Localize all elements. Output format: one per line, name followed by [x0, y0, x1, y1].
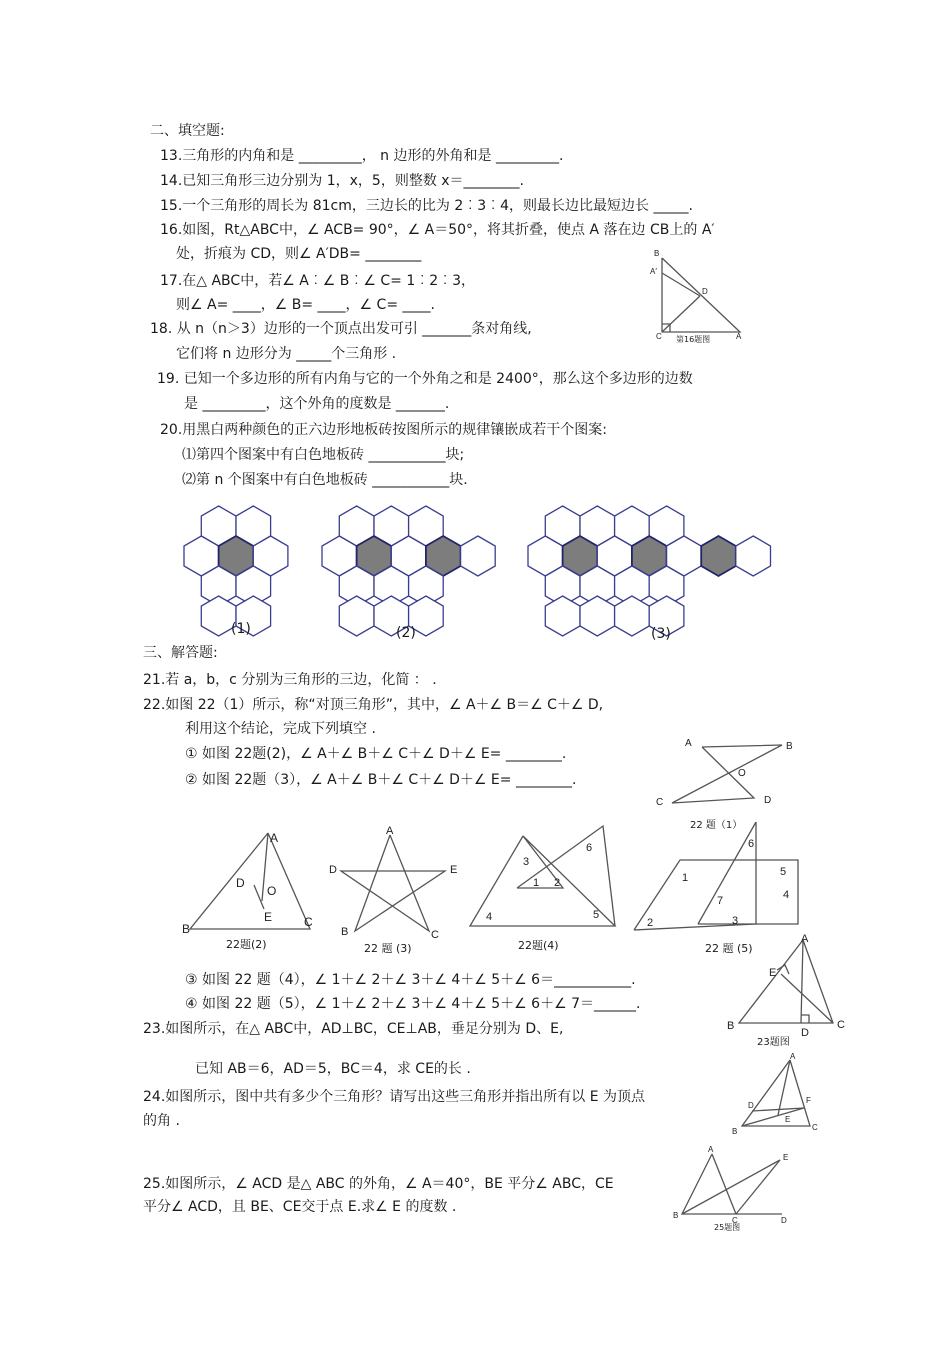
label-e: E — [769, 967, 777, 979]
question-22-part1: ① 如图 22题(2)，∠ A＋∠ B＋∠ C＋∠ D＋∠ E= ________. — [185, 746, 567, 762]
hexagon-pattern-1 — [180, 500, 300, 620]
hexagon-pattern-2 — [318, 500, 498, 620]
question-24-line2: 的角 . — [143, 1113, 180, 1129]
figure-25-caption: 25题图 — [714, 1223, 741, 1232]
label-b: B — [182, 922, 191, 936]
section2-title: 二、填空题: — [150, 123, 225, 139]
label-d: D — [236, 876, 245, 890]
question-23-line1: 23.如图所示，在△ ABC中，AD⊥BC，CE⊥AB，垂足分别为 D、E, — [143, 1021, 564, 1037]
figure-23-caption: 23题图 — [757, 1037, 790, 1048]
figure-22-4 — [465, 820, 620, 935]
label-c: C — [837, 1019, 845, 1031]
question-15: 15.一个三角形的周长为 81cm，三边长的比为 2︰3︰4，则最长边比最短边长 _____. — [160, 198, 693, 214]
label-c: C — [812, 1123, 818, 1132]
figure-23 — [725, 930, 850, 1039]
label-c: C — [304, 915, 313, 929]
label-4: 4 — [783, 889, 790, 901]
figure-16-caption: 第16题图 — [676, 335, 711, 344]
label-2: 2 — [647, 917, 654, 929]
label-c: C — [656, 332, 662, 341]
label-a: A — [801, 933, 809, 945]
white-hexagon-tile — [339, 596, 374, 636]
label-d: D — [329, 864, 337, 876]
dark-hexagon-tile — [701, 536, 736, 576]
label-4: 4 — [486, 911, 493, 923]
figure-16 — [640, 246, 755, 346]
question-25-line2: 平分∠ ACD，且 BE、CE交于点 E.求∠ E 的度数 . — [143, 1199, 457, 1215]
label-c: C — [656, 797, 664, 808]
question-18-line1: 18. 从 n（n＞3）边形的一个顶点出发可引 _______条对角线, — [150, 321, 532, 337]
label-a: A — [685, 738, 692, 749]
question-13: 13.三角形的内角和是 _________， n 边形的外角和是 _________. — [160, 148, 564, 164]
label-e: E — [264, 910, 273, 924]
question-17-line2: 则∠ A= ____，∠ B= ____，∠ C= ____. — [176, 297, 435, 313]
figure-22-2-caption: 22题(2) — [226, 938, 267, 951]
label-a: A — [790, 1052, 796, 1061]
question-19-line2: 是 _________，这个外角的度数是 _______. — [184, 396, 450, 412]
question-14: 14.已知三角形三边分别为 1，x，5，则整数 x＝________. — [160, 173, 524, 189]
label-d: D — [781, 1216, 787, 1225]
label-e: E — [450, 864, 458, 876]
label-7: 7 — [717, 895, 724, 907]
white-hexagon-tile — [461, 536, 496, 576]
label-a: A — [736, 332, 742, 341]
label-c: C — [732, 1216, 738, 1225]
label-d: D — [702, 287, 708, 296]
figure-22-5-caption: 22 题 (5) — [705, 942, 753, 955]
hexagon-caption-1: (1) — [231, 621, 251, 637]
label-3: 3 — [732, 915, 739, 927]
label-c: C — [431, 929, 439, 941]
label-1: 1 — [533, 877, 540, 889]
label-6: 6 — [748, 838, 755, 850]
figure-22-5 — [630, 820, 800, 940]
question-20: 20.用黑白两种颜色的正六边形地板砖按图所示的规律镶嵌成若干个图案: — [160, 422, 607, 438]
label-5: 5 — [780, 866, 787, 878]
white-hexagon-tile — [736, 536, 771, 576]
question-22-part4: ④ 如图 22 题（5），∠ 1＋∠ 2＋∠ 3＋∠ 4＋∠ 5＋∠ 6＋∠ 7＝______. — [185, 996, 641, 1012]
question-23-line2: 已知 AB＝6，AD＝5，BC＝4，求 CE的长 . — [195, 1061, 471, 1077]
label-e: E — [783, 1153, 789, 1162]
white-hexagon-tile — [615, 596, 650, 636]
question-19-line1: 19. 已知一个多边形的所有内角与它的一个外角之和是 2400°，那么这个多边形的边数 — [157, 371, 693, 387]
question-20-part2: ⑵第 n 个图案中有白色地板砖 ___________块. — [182, 472, 468, 488]
figure-22-4-caption: 22题(4) — [518, 939, 559, 952]
label-a: A — [270, 831, 279, 845]
label-b: B — [727, 1020, 735, 1032]
question-18-line2: 它们将 n 边形分为 _____个三角形 . — [176, 346, 397, 362]
figure-25 — [670, 1140, 795, 1232]
label-b: B — [732, 1127, 738, 1136]
figure-24 — [728, 1050, 828, 1135]
white-hexagon-tile — [545, 596, 580, 636]
label-a: A — [386, 825, 394, 837]
label-b: B — [786, 741, 793, 752]
label-b: B — [654, 249, 660, 258]
label-b: B — [673, 1211, 679, 1220]
label-a: A — [708, 1145, 714, 1154]
label-d: D — [764, 795, 772, 806]
label-3: 3 — [523, 856, 530, 868]
question-22-line1: 22.如图 22（1）所示，称“对顶三角形”，其中，∠ A＋∠ B＝∠ C＋∠ D, — [143, 697, 604, 713]
label-1: 1 — [682, 872, 689, 884]
question-24-line1: 24.如图所示，图中共有多少个三角形？请写出这些三角形并指出所有以 E 为顶点 — [143, 1089, 646, 1105]
question-21: 21.若 a，b，c 分别为三角形的三边，化简 ： . — [143, 672, 437, 688]
label-d: D — [748, 1101, 754, 1110]
white-hexagon-tile — [580, 596, 615, 636]
section3-title: 三、解答题: — [143, 645, 218, 661]
label-d: D — [801, 1027, 809, 1039]
figure-22-3 — [325, 823, 465, 943]
figure-22-1 — [650, 735, 800, 815]
question-17-line1: 17.在△ ABC中，若∠ A︰∠ B︰∠ C= 1︰2︰3， — [160, 273, 476, 289]
question-25-line1: 25.如图所示，∠ ACD 是△ ABC 的外角，∠ A＝40°，BE 平分∠ ABC，CE — [143, 1176, 614, 1192]
question-22-part2: ② 如图 22题（3），∠ A＋∠ B＋∠ C＋∠ D＋∠ E= ________. — [185, 772, 577, 788]
question-16-line2: 处，折痕为 CD，则∠ A′DB= ________ — [176, 246, 422, 262]
label-e: E — [785, 1115, 791, 1124]
label-o: O — [738, 768, 746, 779]
label-a-prime: A′ — [650, 267, 657, 276]
hexagon-caption-3: (3) — [651, 626, 671, 642]
label-o: O — [267, 884, 277, 898]
question-22-part3: ③ 如图 22 题（4），∠ 1＋∠ 2＋∠ 3＋∠ 4＋∠ 5＋∠ 6＝___________. — [185, 972, 636, 988]
question-16-line1: 16.如图，Rt△ABC中，∠ ACB= 90°，∠ A＝50°，将其折叠，使点 A 落在边 CB上的 A′ — [160, 222, 715, 238]
question-22-line2: 利用这个结论，完成下列填空 . — [185, 721, 376, 737]
figure-22-1-caption: 22 题（1） — [690, 820, 743, 831]
label-5: 5 — [593, 909, 600, 921]
figure-22-3-caption: 22 题 (3) — [364, 942, 412, 955]
hexagon-pattern-3 — [524, 500, 769, 620]
label-2: 2 — [554, 877, 561, 889]
label-f: F — [806, 1096, 811, 1105]
figure-22-2 — [180, 825, 325, 940]
hexagon-caption-2: (2) — [396, 625, 416, 641]
question-20-part1: ⑴第四个图案中有白色地板砖 ___________块; — [182, 447, 465, 463]
label-b: B — [341, 926, 349, 938]
label-6: 6 — [586, 842, 593, 854]
